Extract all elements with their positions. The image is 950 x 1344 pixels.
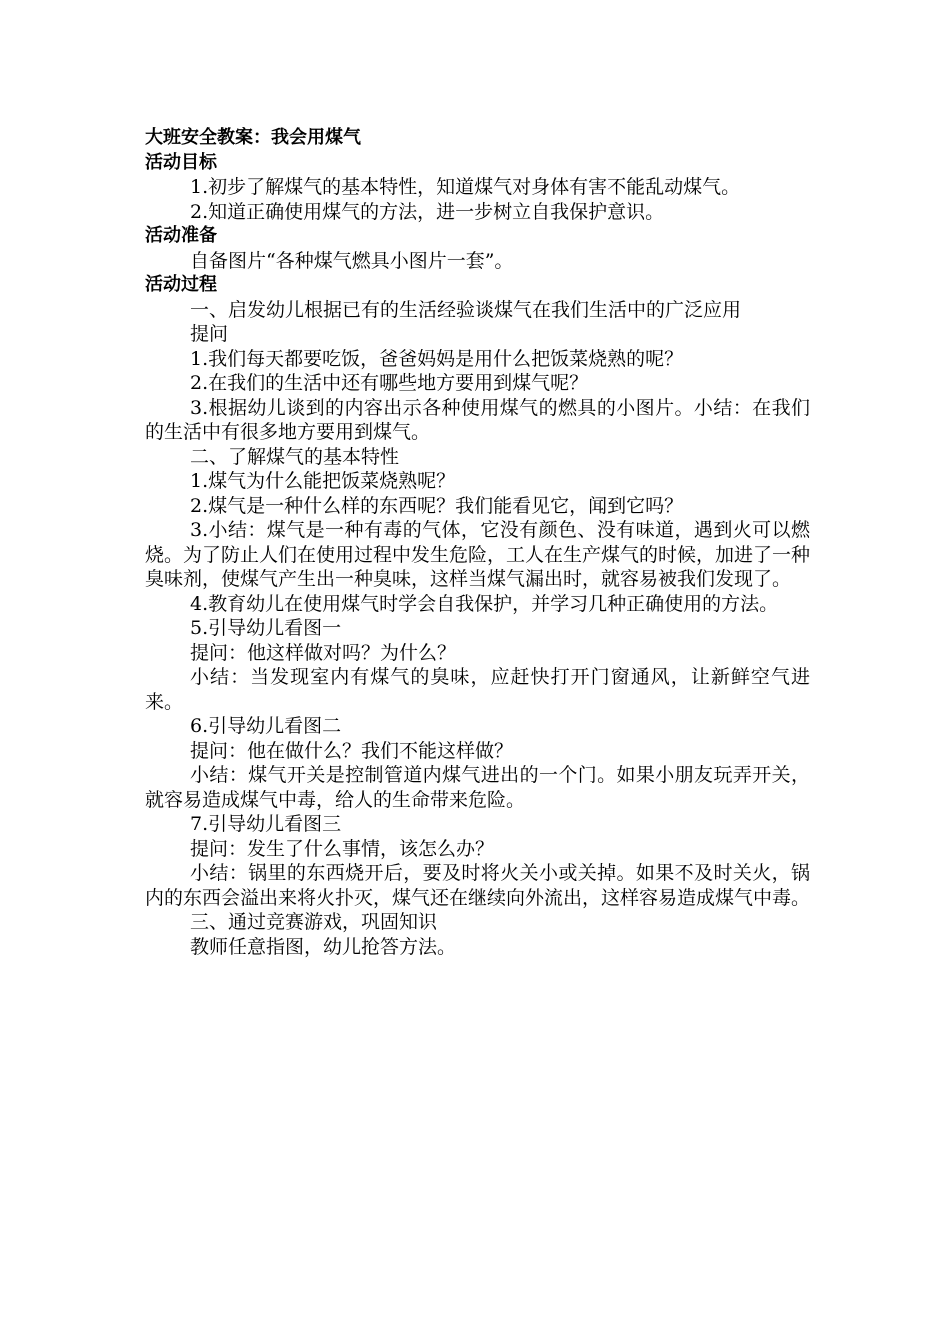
process-heading: 活动过程	[145, 274, 217, 295]
goal-item: 2.知道正确使用煤气的方法，进一步树立自我保护意识。	[190, 200, 665, 223]
process-paragraph: 小结：锅里的东西烧开后，要及时将火关小或关掉。如果不及时关火，锅内的东西会溢出来将火扑灭，煤气还在继续向外流出，这样容易造成煤气中毒。	[145, 862, 811, 909]
process-paragraph: 提问：发生了什么事情，该怎么办？	[190, 837, 495, 860]
process-paragraph: 3.根据幼儿谈到的内容出示各种使用煤气的燃具的小图片。小结：在我们的生活中有很多地方要用到煤气。	[145, 396, 810, 443]
process-paragraph: 教师任意指图，幼儿抢答方法。	[190, 935, 457, 958]
process-paragraph: 小结：当发现室内有煤气的臭味，应赶快打开门窗通风，让新鲜空气进来。	[145, 666, 810, 713]
process-paragraph: 3.小结：煤气是一种有毒的气体，它没有颜色、没有味道，遇到火可以燃烧。为了防止人们在使用过程中发生危险，工人在生产煤气的时候，加进了一种臭味剂，使煤气产生出一种臭味，这样当煤气漏出时，就容易被我们发现了。	[145, 519, 811, 590]
process-paragraph: 二、了解煤气的基本特性	[190, 445, 400, 468]
process-paragraph: 提问：他在做什么？我们不能这样做？	[190, 739, 514, 762]
document-title: 大班安全教案：我会用煤气	[145, 127, 361, 148]
process-paragraph: 1.我们每天都要吃饭，爸爸妈妈是用什么把饭菜烧熟的呢？	[190, 347, 684, 370]
goals-heading: 活动目标	[145, 151, 217, 173]
process-paragraph: 一、启发幼儿根据已有的生活经验谈煤气在我们生活中的广泛应用	[190, 298, 742, 321]
process-paragraph: 提问	[190, 323, 229, 345]
prep-heading: 活动准备	[145, 225, 217, 246]
process-paragraph: 7.引导幼儿看图三	[190, 813, 342, 835]
process-paragraph: 4.教育幼儿在使用煤气时学会自我保护，并学习几种正确使用的方法。	[190, 592, 779, 615]
process-paragraph: 6.引导幼儿看图二	[190, 715, 342, 737]
process-paragraph: 2.在我们的生活中还有哪些地方要用到煤气呢？	[190, 372, 589, 394]
process-paragraph: 提问：他这样做对吗？为什么？	[190, 641, 457, 664]
process-paragraph: 1.煤气为什么能把饭菜烧熟呢？	[190, 470, 456, 492]
process-paragraph: 5.引导幼儿看图一	[190, 617, 342, 639]
process-paragraph: 三、通过竞赛游戏，巩固知识	[190, 911, 438, 933]
document-page	[145, 126, 810, 959]
prep-text: 自备图片“各种煤气燃具小图片一套”。	[190, 249, 514, 272]
process-paragraph: 小结：煤气开关是控制管道内煤气进出的一个门。如果小朋友玩弄开关，就容易造成煤气中毒，给人的生命带来危险。	[145, 764, 810, 811]
goal-item: 1.初步了解煤气的基本特性，知道煤气对身体有害不能乱动煤气。	[190, 176, 741, 198]
process-paragraph: 2.煤气是一种什么样的东西呢？我们能看见它，闻到它吗？	[190, 494, 684, 517]
